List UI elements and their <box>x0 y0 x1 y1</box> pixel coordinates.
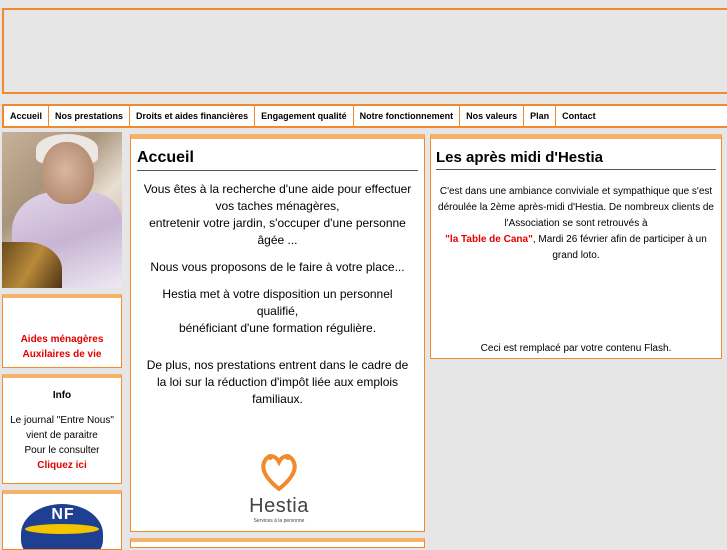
news-title: Les après midi d'Hestia <box>436 149 716 170</box>
intro-paragraph <box>141 181 414 249</box>
page-title: Accueil <box>137 149 418 171</box>
tax-paragraph: De plus, nos prestations entrent dans le cadre de la loi sur la réduction d'impôt liée aux emplois familiaux. <box>146 358 409 406</box>
flash-placeholder-note: Ceci est remplacé par votre contenu Flash. <box>480 343 672 354</box>
hestia-heart-icon <box>256 451 302 491</box>
hestia-logo-subtitle: Services à la personne <box>253 518 305 524</box>
staff-line-1: Hestia met à votre disposition un personnel qualifié, <box>162 287 393 318</box>
auxiliaires-de-vie-link[interactable]: Auxilaires de vie <box>22 349 102 360</box>
nav-item-accueil[interactable]: Accueil <box>4 106 49 126</box>
info-line: Pour le consulter <box>24 445 100 456</box>
news-panel <box>430 134 722 359</box>
proposal-paragraph: Nous vous proposons de le faire à votre place... <box>150 260 405 274</box>
aides-menageres-link[interactable]: Aides ménagères <box>20 334 104 345</box>
info-title: Info <box>52 390 72 401</box>
main-content <box>130 134 425 532</box>
nav-item-nos-prestations[interactable]: Nos prestations <box>49 106 130 126</box>
nav-item-contact[interactable]: Contact <box>562 111 596 121</box>
nav-item-notre-fonctionnement[interactable]: Notre fonctionnement <box>354 106 461 126</box>
nf-certification-box <box>2 490 122 550</box>
nf-logo-text: NF <box>51 506 75 523</box>
info-line: vient de paraitre <box>26 430 98 441</box>
hestia-logo-word: Hestia <box>249 495 309 517</box>
news-highlight: "la Table de Cana" <box>445 234 533 245</box>
nav-item-droits-aides[interactable]: Droits et aides financières <box>130 106 255 126</box>
info-box <box>2 374 122 484</box>
main-nav <box>2 104 727 128</box>
cliquez-ici-link[interactable]: Cliquez ici <box>37 460 87 471</box>
nav-item-plan[interactable]: Plan <box>524 106 556 126</box>
news-text <box>437 184 715 264</box>
staff-paragraph <box>141 286 414 337</box>
intro-line-2: entretenir votre jardin, s'occuper d'une personne âgée ... <box>149 216 406 247</box>
header-banner <box>2 8 727 94</box>
staff-line-2: bénéficiant d'une formation régulière. <box>178 321 377 335</box>
elderly-woman-photo <box>2 132 122 288</box>
nav-item-nos-valeurs[interactable]: Nos valeurs <box>460 106 524 126</box>
news-text-before: C'est dans une ambiance conviviale et sympathique que s'est déroulée la 2ème après-midi d'Hestia. De nombreux clients de l'Association se sont retrouvés à <box>438 186 714 229</box>
news-text-after: , Mardi 26 février afin de participer à un grand loto. <box>532 234 707 261</box>
info-line: Le journal "Entre Nous" <box>10 415 114 426</box>
lower-content-box <box>130 538 425 548</box>
intro-line-1: Vous êtes à la recherche d'une aide pour effectuer vos taches ménagères, <box>143 182 412 213</box>
left-sidebar <box>2 132 122 550</box>
nav-item-engagement-qualite[interactable]: Engagement qualité <box>255 106 354 126</box>
hestia-logo <box>243 451 315 524</box>
aides-box[interactable] <box>2 294 122 368</box>
